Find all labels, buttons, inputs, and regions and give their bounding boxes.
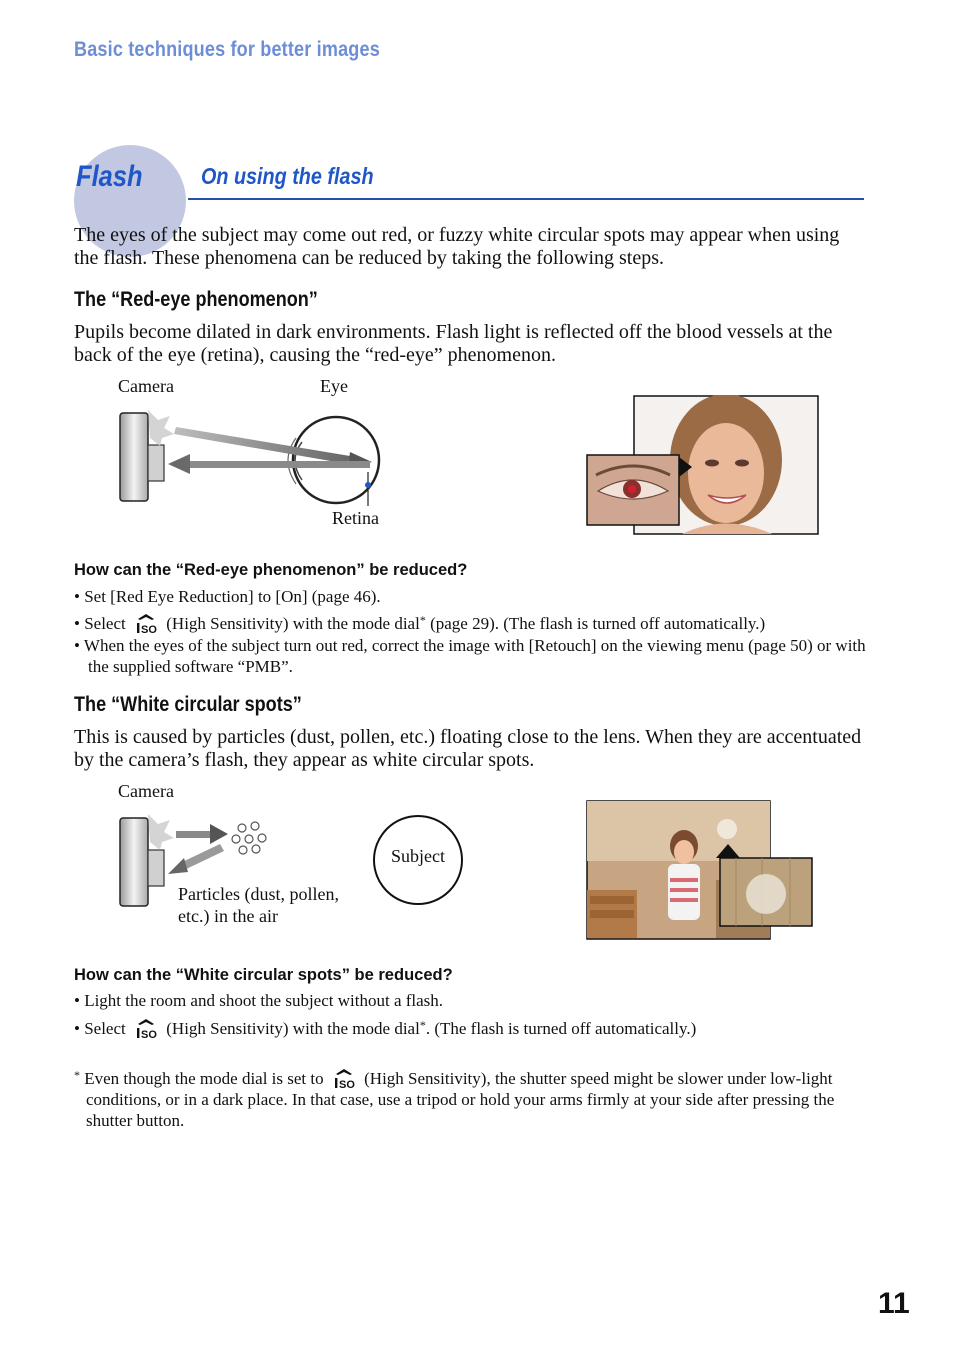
svg-text:SO: SO bbox=[141, 624, 157, 634]
footnote: * Even though the mode dial is set to SO (High Sensitivity), the shutter speed might be slower under low-light conditions, or in a dark place. In that case, use a tripod or hold your arms firmly at your side after pressing the shutter button. bbox=[74, 1068, 835, 1130]
redeye-paragraph: Pupils become dilated in dark environments. Flash light is reflected off the blood vessels at the back of the eye (retina), causing the “red-eye” phenomenon. bbox=[74, 321, 833, 366]
redeye-heading: The “Red-eye phenomenon” bbox=[74, 288, 318, 311]
section-header: Basic techniques for better images bbox=[74, 38, 380, 61]
diagram-camera-label: Camera bbox=[118, 376, 174, 396]
camera-icon bbox=[120, 814, 174, 906]
spots-photo bbox=[586, 800, 814, 941]
page-number: 11 bbox=[878, 1287, 910, 1320]
particles-label-2: etc.) in the air bbox=[178, 906, 278, 926]
redeye-how-heading: How can the “Red-eye phenomenon” be reduced? bbox=[74, 561, 468, 579]
title-rule bbox=[188, 198, 864, 200]
spots-how-heading: How can the “White circular spots” be reduced? bbox=[74, 966, 453, 984]
redeye-bullet-3: • When the eyes of the subject turn out red, correct the image with [Retouch] on the viewing menu (page 50) or with the supplied software “PMB”. bbox=[74, 636, 866, 676]
diagram-eye-label: Eye bbox=[320, 376, 348, 396]
particles-icon bbox=[232, 822, 266, 854]
spots-paragraph: This is caused by particles (dust, pollen, etc.) floating close to the lens. When they are accentuated by the camera’s flash, they appear as white circular spots. bbox=[74, 726, 862, 771]
page-subtitle: On using the flash bbox=[201, 163, 374, 189]
redeye-bullet-2: • Select SO (High Sensitivity) with the mode dial* (page 29). (The flash is turned off automatically.) bbox=[74, 613, 766, 634]
redeye-diagram bbox=[110, 402, 400, 512]
redeye-bullet-1: • Set [Red Eye Reduction] to [On] (page 46). bbox=[74, 587, 381, 606]
page-title: Flash bbox=[76, 160, 143, 193]
spots-heading: The “White circular spots” bbox=[74, 693, 302, 716]
svg-text:SO: SO bbox=[141, 1029, 157, 1039]
svg-text:SO: SO bbox=[338, 1079, 355, 1089]
high-sensitivity-iso-icon bbox=[332, 1069, 356, 1089]
camera-icon bbox=[120, 410, 174, 501]
particles-label-1: Particles (dust, pollen, bbox=[178, 884, 339, 904]
diagram-retina-label: Retina bbox=[332, 508, 379, 528]
light-arrows bbox=[168, 824, 228, 874]
subject-label: Subject bbox=[391, 846, 445, 866]
spots-bullet-2: • Select SO (High Sensitivity) with the mode dial*. (The flash is turned off automatically.) bbox=[74, 1018, 697, 1039]
spots-bullet-1: • Light the room and shoot the subject without a flash. bbox=[74, 991, 444, 1010]
light-arrows bbox=[168, 427, 372, 474]
high-sensitivity-iso-icon bbox=[134, 614, 158, 634]
intro-paragraph: The eyes of the subject may come out red, or fuzzy white circular spots may appear when using the flash. These phenomena can be reduced by taking the following steps. bbox=[74, 224, 840, 269]
spots-camera-label: Camera bbox=[118, 781, 174, 801]
redeye-photo bbox=[586, 395, 820, 537]
high-sensitivity-iso-icon bbox=[134, 1019, 158, 1039]
